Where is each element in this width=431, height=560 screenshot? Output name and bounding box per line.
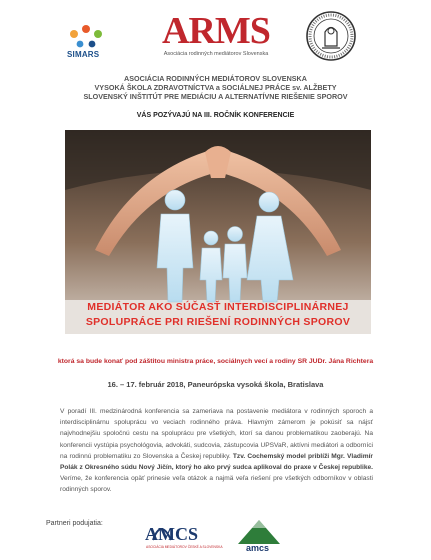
amcs-mountain-logo-icon (234, 514, 284, 554)
conference-title (65, 300, 371, 330)
amcs-logo-subtitle: ASOCIÁCIA MEDIÁTOROV ČESKÉ A SLOVENSKA (146, 545, 223, 549)
simars-logo-icon (60, 22, 114, 66)
organizers-block (0, 74, 431, 101)
university-seal-icon (305, 10, 357, 62)
organizer-line: ASOCIÁCIA RODINNÝCH MEDIÁTOROV SLOVENSKA (124, 74, 307, 83)
description-paragraph (60, 406, 373, 496)
conference-title-line: MEDIÁTOR AKO SÚČASŤ INTERDISCIPLINÁRNEJ (87, 301, 349, 313)
simars-logo-text: SIMARS (67, 50, 100, 59)
arms-logo-subtitle: Asociácia rodinných mediátorov Slovenska (163, 51, 269, 57)
description-highlight: Tzv. Cochemský model priblíži Mgr. Vladimír Polák z Okresného súdu Nový Jičín, ktorý ho ako prvý sudca aplikoval do praxe v Českej republike. (60, 452, 373, 472)
description-text: V poradí III. medzinárodná konferencia sa zameriava na postavenie mediátora v rodinných sporoch a interdisciplinárnu spoluprácu vo veciach rodinného práva. Hlavným zámerom je pokúsiť sa nájsť najvhodnejšiu spoločnú cestu na spoluprácu pre všetkých, ktorí sa danou problematikou zaoberajú. Na konferencii vystúpia psychológovia, advokáti, sudcovia, zástupcovia UPSVaR, aktívni mediátori a odborníci na rodinnú problematiku zo Slovenska a Českej republiky. (60, 408, 373, 460)
description-text: Veríme, že konferencia opäť prinesie veľa otázok a najmä veľa riešení pre všetkých odborníkov v oblasti rodinných sporov. (60, 475, 373, 494)
date-venue: 16. – 17. február 2018, Paneurópska vysoká škola, Bratislava (107, 380, 324, 389)
organizer-line: SLOVENSKÝ INŠTITÚT PRE MEDIÁCIU A ALTERNATÍVNE RIEŠENIE SPOROV (83, 92, 348, 101)
arms-logo-word: ARMS (162, 10, 270, 52)
partners-label: Partneri podujatia: (46, 520, 103, 527)
invitation-line: VÁS POZÝVAJÚ NA III. ROČNÍK KONFERENCIE (136, 112, 295, 119)
arms-logo (160, 12, 272, 57)
patronage-line: ktorá sa bude konať pod záštitou ministra práce, sociálnych vecí a rodiny SR JUDr. Jána Richtera (57, 358, 374, 365)
amcs-partner-logo-icon (141, 514, 223, 554)
conference-title-line: SPOLUPRÁCE PRI RIEŠENÍ RODINNÝCH SPOROV (85, 316, 351, 328)
amcs-logo-word: AMCS (145, 524, 198, 544)
amcs-mountain-logo-word: amcs (246, 543, 270, 553)
organizer-line: VYSOKÁ ŠKOLA ZDRAVOTNÍCTVA a SOCIÁLNEJ PRÁCE sv. ALŽBETY (94, 83, 337, 92)
